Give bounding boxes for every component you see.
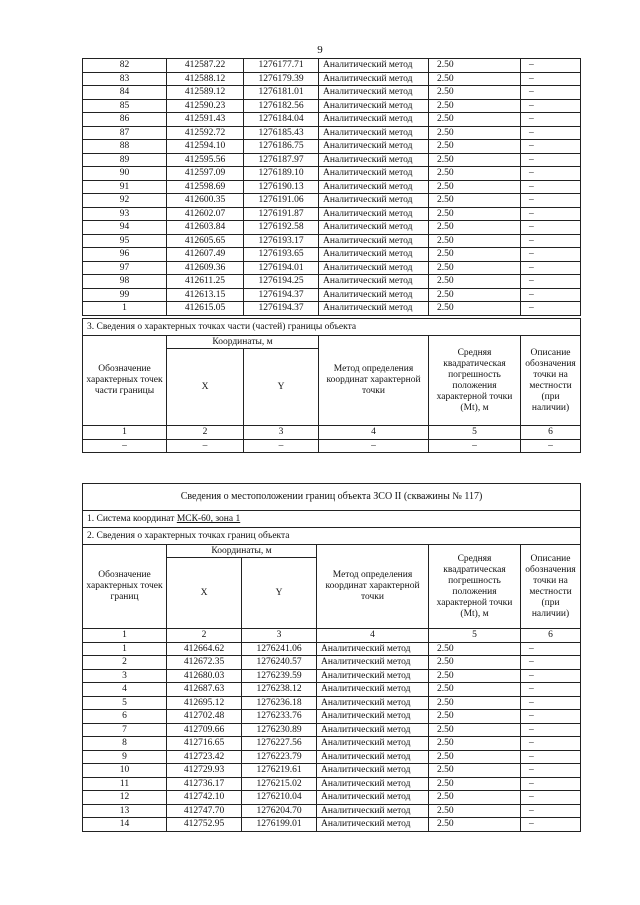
table-row <box>83 99 581 113</box>
description: – <box>521 167 581 181</box>
column-number: 2 <box>167 426 244 440</box>
description: – <box>521 696 581 710</box>
method: Аналитический метод <box>319 167 429 181</box>
accuracy: 2.50 <box>429 302 521 316</box>
column-number: 1 <box>83 426 167 440</box>
accuracy: 2.50 <box>429 710 521 724</box>
accuracy: 2.50 <box>429 86 521 100</box>
part-boundary-points-table <box>82 318 581 453</box>
y-coordinate: 1276177.71 <box>244 59 319 73</box>
description: – <box>521 113 581 127</box>
point-number: 8 <box>83 737 167 751</box>
x-coordinate: 412709.66 <box>167 723 242 737</box>
x-coordinate: 412595.56 <box>167 153 244 167</box>
col-point-name: Обозначение характерных точек части границы <box>83 336 167 426</box>
x-coordinate: 412592.72 <box>167 126 244 140</box>
method: Аналитический метод <box>319 113 429 127</box>
y-coordinate: 1276239.59 <box>242 669 317 683</box>
method: Аналитический метод <box>317 818 429 832</box>
method: Аналитический метод <box>317 723 429 737</box>
point-number: 91 <box>83 180 167 194</box>
cell: – <box>319 439 429 453</box>
table-row <box>83 59 581 73</box>
x-coordinate: 412600.35 <box>167 194 244 208</box>
method: Аналитический метод <box>319 288 429 302</box>
accuracy: 2.50 <box>429 764 521 778</box>
x-coordinate: 412695.12 <box>167 696 242 710</box>
coordinate-system <box>83 511 581 528</box>
table-row <box>83 696 581 710</box>
point-number: 89 <box>83 153 167 167</box>
x-coordinate: 412736.17 <box>167 777 242 791</box>
description: – <box>521 86 581 100</box>
x-coordinate: 412603.84 <box>167 221 244 235</box>
x-coordinate: 412591.43 <box>167 113 244 127</box>
x-coordinate: 412680.03 <box>167 669 242 683</box>
point-number: 83 <box>83 72 167 86</box>
section3-heading: 3. Сведения о характерных точках части (частей) границы объекта <box>83 319 581 336</box>
method: Аналитический метод <box>319 140 429 154</box>
x-coordinate: 412672.35 <box>167 656 242 670</box>
method: Аналитический метод <box>317 669 429 683</box>
cell: – <box>429 439 521 453</box>
description: – <box>521 288 581 302</box>
table-row <box>83 669 581 683</box>
accuracy: 2.50 <box>429 207 521 221</box>
point-number: 12 <box>83 791 167 805</box>
x-coordinate: 412664.62 <box>167 642 242 656</box>
cell: – <box>244 439 319 453</box>
accuracy: 2.50 <box>429 275 521 289</box>
x-coordinate: 412729.93 <box>167 764 242 778</box>
x-coordinate: 412723.42 <box>167 750 242 764</box>
method: Аналитический метод <box>319 275 429 289</box>
y-coordinate: 1276189.10 <box>244 167 319 181</box>
col-coordinates: Координаты, м <box>167 336 319 349</box>
y-coordinate: 1276181.01 <box>244 86 319 100</box>
point-number: 88 <box>83 140 167 154</box>
y-coordinate: 1276184.04 <box>244 113 319 127</box>
description: – <box>521 180 581 194</box>
y-coordinate: 1276186.75 <box>244 140 319 154</box>
column-number: 5 <box>429 426 521 440</box>
column-numbers-row <box>83 629 581 643</box>
table-row <box>83 288 581 302</box>
point-number: 11 <box>83 777 167 791</box>
point-number: 92 <box>83 194 167 208</box>
table-row <box>83 791 581 805</box>
col-coordinates: Координаты, м <box>167 545 317 558</box>
y-coordinate: 1276199.01 <box>242 818 317 832</box>
method: Аналитический метод <box>317 696 429 710</box>
table-row <box>83 180 581 194</box>
y-coordinate: 1276190.13 <box>244 180 319 194</box>
table-row <box>83 261 581 275</box>
method: Аналитический метод <box>319 153 429 167</box>
y-coordinate: 1276240.57 <box>242 656 317 670</box>
object-title: Сведения о местоположении границ объекта ЗСО II (скважины № 117) <box>83 484 581 511</box>
accuracy: 2.50 <box>429 818 521 832</box>
table-row <box>83 656 581 670</box>
point-number: 85 <box>83 99 167 113</box>
table-row <box>83 72 581 86</box>
description: – <box>521 737 581 751</box>
method: Аналитический метод <box>319 248 429 262</box>
point-number: 10 <box>83 764 167 778</box>
y-coordinate: 1276194.01 <box>244 261 319 275</box>
description: – <box>521 302 581 316</box>
method: Аналитический метод <box>319 99 429 113</box>
col-method: Метод определения координат характерной точки <box>319 336 429 426</box>
x-coordinate: 412687.63 <box>167 683 242 697</box>
cell: – <box>521 439 581 453</box>
table-row <box>83 804 581 818</box>
column-number: 6 <box>521 629 581 643</box>
table-row <box>83 153 581 167</box>
column-number: 5 <box>429 629 521 643</box>
y-coordinate: 1276194.37 <box>244 288 319 302</box>
x-coordinate: 412747.70 <box>167 804 242 818</box>
x-coordinate: 412609.36 <box>167 261 244 275</box>
table-row <box>83 777 581 791</box>
point-number: 14 <box>83 818 167 832</box>
accuracy: 2.50 <box>429 167 521 181</box>
accuracy: 2.50 <box>429 669 521 683</box>
table-row <box>83 750 581 764</box>
method: Аналитический метод <box>317 737 429 751</box>
table-row <box>83 167 581 181</box>
y-coordinate: 1276238.12 <box>242 683 317 697</box>
y-coordinate: 1276193.65 <box>244 248 319 262</box>
description: – <box>521 764 581 778</box>
cell: – <box>167 439 244 453</box>
accuracy: 2.50 <box>429 656 521 670</box>
column-number: 3 <box>242 629 317 643</box>
x-coordinate: 412597.09 <box>167 167 244 181</box>
method: Аналитический метод <box>319 59 429 73</box>
description: – <box>521 261 581 275</box>
column-numbers-row <box>83 426 581 440</box>
description: – <box>521 656 581 670</box>
col-y: Y <box>242 558 317 629</box>
method: Аналитический метод <box>319 126 429 140</box>
point-number: 96 <box>83 248 167 262</box>
point-number: 94 <box>83 221 167 235</box>
y-coordinate: 1276194.37 <box>244 302 319 316</box>
accuracy: 2.50 <box>429 234 521 248</box>
point-number: 84 <box>83 86 167 100</box>
accuracy: 2.50 <box>429 221 521 235</box>
y-coordinate: 1276223.79 <box>242 750 317 764</box>
x-coordinate: 412702.48 <box>167 710 242 724</box>
accuracy: 2.50 <box>429 140 521 154</box>
method: Аналитический метод <box>319 261 429 275</box>
method: Аналитический метод <box>317 683 429 697</box>
col-accuracy: Средняя квадратическая погрешность положения характерной точки (Mt), м <box>429 545 521 629</box>
y-coordinate: 1276227.56 <box>242 737 317 751</box>
method: Аналитический метод <box>319 302 429 316</box>
description: – <box>521 72 581 86</box>
table-row <box>83 248 581 262</box>
description: – <box>521 194 581 208</box>
point-number: 7 <box>83 723 167 737</box>
x-coordinate: 412607.49 <box>167 248 244 262</box>
column-number: 4 <box>317 629 429 643</box>
description: – <box>521 750 581 764</box>
method: Аналитический метод <box>317 710 429 724</box>
x-coordinate: 412742.10 <box>167 791 242 805</box>
method: Аналитический метод <box>317 777 429 791</box>
x-coordinate: 412598.69 <box>167 180 244 194</box>
point-number: 6 <box>83 710 167 724</box>
table-row <box>83 113 581 127</box>
point-number: 87 <box>83 126 167 140</box>
col-description: Описание обозначения точки на местности (при наличии) <box>521 336 581 426</box>
accuracy: 2.50 <box>429 723 521 737</box>
col-description: Описание обозначения точки на местности (при наличии) <box>521 545 581 629</box>
y-coordinate: 1276191.87 <box>244 207 319 221</box>
description: – <box>521 248 581 262</box>
point-number: 99 <box>83 288 167 302</box>
accuracy: 2.50 <box>429 72 521 86</box>
x-coordinate: 412588.12 <box>167 72 244 86</box>
point-number: 9 <box>83 750 167 764</box>
y-coordinate: 1276230.89 <box>242 723 317 737</box>
table-row <box>83 723 581 737</box>
description: – <box>521 275 581 289</box>
coord-system-value: МСК-60, зона 1 <box>176 514 241 524</box>
point-number: 93 <box>83 207 167 221</box>
zso-boundary-table <box>82 483 581 832</box>
accuracy: 2.50 <box>429 194 521 208</box>
description: – <box>521 804 581 818</box>
method: Аналитический метод <box>317 642 429 656</box>
point-number: 2 <box>83 656 167 670</box>
accuracy: 2.50 <box>429 683 521 697</box>
method: Аналитический метод <box>319 86 429 100</box>
y-coordinate: 1276194.25 <box>244 275 319 289</box>
table-row <box>83 710 581 724</box>
accuracy: 2.50 <box>429 261 521 275</box>
y-coordinate: 1276187.97 <box>244 153 319 167</box>
method: Аналитический метод <box>319 180 429 194</box>
point-number: 4 <box>83 683 167 697</box>
y-coordinate: 1276192.58 <box>244 221 319 235</box>
method: Аналитический метод <box>319 194 429 208</box>
x-coordinate: 412716.65 <box>167 737 242 751</box>
description: – <box>521 710 581 724</box>
table-row <box>83 126 581 140</box>
y-coordinate: 1276215.02 <box>242 777 317 791</box>
description: – <box>521 126 581 140</box>
table-row <box>83 275 581 289</box>
description: – <box>521 642 581 656</box>
point-number: 97 <box>83 261 167 275</box>
table-row <box>83 207 581 221</box>
point-number: 13 <box>83 804 167 818</box>
point-number: 86 <box>83 113 167 127</box>
description: – <box>521 669 581 683</box>
description: – <box>521 207 581 221</box>
accuracy: 2.50 <box>429 180 521 194</box>
table-row <box>83 221 581 235</box>
points-table-continued <box>82 58 581 316</box>
accuracy: 2.50 <box>429 696 521 710</box>
x-coordinate: 412615.05 <box>167 302 244 316</box>
accuracy: 2.50 <box>429 153 521 167</box>
table-row <box>83 140 581 154</box>
table-row <box>83 302 581 316</box>
point-number: 3 <box>83 669 167 683</box>
y-coordinate: 1276236.18 <box>242 696 317 710</box>
column-number: 3 <box>244 426 319 440</box>
column-number: 1 <box>83 629 167 643</box>
description: – <box>521 234 581 248</box>
description: – <box>521 59 581 73</box>
y-coordinate: 1276182.56 <box>244 99 319 113</box>
method: Аналитический метод <box>317 750 429 764</box>
description: – <box>521 723 581 737</box>
method: Аналитический метод <box>319 221 429 235</box>
col-x: X <box>167 558 242 629</box>
accuracy: 2.50 <box>429 777 521 791</box>
section2-heading: 2. Сведения о характерных точках границ объекта <box>83 528 581 545</box>
col-method: Метод определения координат характерной точки <box>317 545 429 629</box>
description: – <box>521 791 581 805</box>
method: Аналитический метод <box>319 72 429 86</box>
method: Аналитический метод <box>317 791 429 805</box>
col-point-name: Обозначение характерных точек границ <box>83 545 167 629</box>
accuracy: 2.50 <box>429 750 521 764</box>
description: – <box>521 818 581 832</box>
method: Аналитический метод <box>317 764 429 778</box>
point-number: 90 <box>83 167 167 181</box>
table-row <box>83 683 581 697</box>
y-coordinate: 1276179.39 <box>244 72 319 86</box>
accuracy: 2.50 <box>429 737 521 751</box>
point-number: 98 <box>83 275 167 289</box>
method: Аналитический метод <box>319 207 429 221</box>
point-number: 1 <box>83 642 167 656</box>
column-number: 6 <box>521 426 581 440</box>
y-coordinate: 1276219.61 <box>242 764 317 778</box>
x-coordinate: 412752.95 <box>167 818 242 832</box>
description: – <box>521 153 581 167</box>
description: – <box>521 683 581 697</box>
point-number: 82 <box>83 59 167 73</box>
y-coordinate: 1276241.06 <box>242 642 317 656</box>
method: Аналитический метод <box>319 234 429 248</box>
x-coordinate: 412613.15 <box>167 288 244 302</box>
col-accuracy: Средняя квадратическая погрешность положения характерной точки (Mt), м <box>429 336 521 426</box>
x-coordinate: 412594.10 <box>167 140 244 154</box>
accuracy: 2.50 <box>429 642 521 656</box>
col-y: Y <box>244 349 319 426</box>
table-row <box>83 818 581 832</box>
accuracy: 2.50 <box>429 59 521 73</box>
y-coordinate: 1276233.76 <box>242 710 317 724</box>
y-coordinate: 1276191.06 <box>244 194 319 208</box>
column-number: 2 <box>167 629 242 643</box>
x-coordinate: 412587.22 <box>167 59 244 73</box>
col-x: X <box>167 349 244 426</box>
accuracy: 2.50 <box>429 248 521 262</box>
cell: – <box>83 439 167 453</box>
x-coordinate: 412589.12 <box>167 86 244 100</box>
description: – <box>521 777 581 791</box>
accuracy: 2.50 <box>429 126 521 140</box>
point-number: 95 <box>83 234 167 248</box>
y-coordinate: 1276210.04 <box>242 791 317 805</box>
accuracy: 2.50 <box>429 804 521 818</box>
x-coordinate: 412605.65 <box>167 234 244 248</box>
x-coordinate: 412602.07 <box>167 207 244 221</box>
point-number: 5 <box>83 696 167 710</box>
accuracy: 2.50 <box>429 791 521 805</box>
accuracy: 2.50 <box>429 113 521 127</box>
description: – <box>521 221 581 235</box>
table-row <box>83 642 581 656</box>
table-row <box>83 737 581 751</box>
x-coordinate: 412590.23 <box>167 99 244 113</box>
page-number: 9 <box>317 44 323 56</box>
point-number: 1 <box>83 302 167 316</box>
x-coordinate: 412611.25 <box>167 275 244 289</box>
table-row <box>83 86 581 100</box>
method: Аналитический метод <box>317 804 429 818</box>
method: Аналитический метод <box>317 656 429 670</box>
empty-row <box>83 439 581 453</box>
column-number: 4 <box>319 426 429 440</box>
y-coordinate: 1276204.70 <box>242 804 317 818</box>
description: – <box>521 140 581 154</box>
accuracy: 2.50 <box>429 288 521 302</box>
description: – <box>521 99 581 113</box>
table-row <box>83 194 581 208</box>
accuracy: 2.50 <box>429 99 521 113</box>
y-coordinate: 1276193.17 <box>244 234 319 248</box>
coord-system-prefix: 1. Система координат <box>87 514 177 524</box>
table-row <box>83 234 581 248</box>
table-row <box>83 764 581 778</box>
y-coordinate: 1276185.43 <box>244 126 319 140</box>
